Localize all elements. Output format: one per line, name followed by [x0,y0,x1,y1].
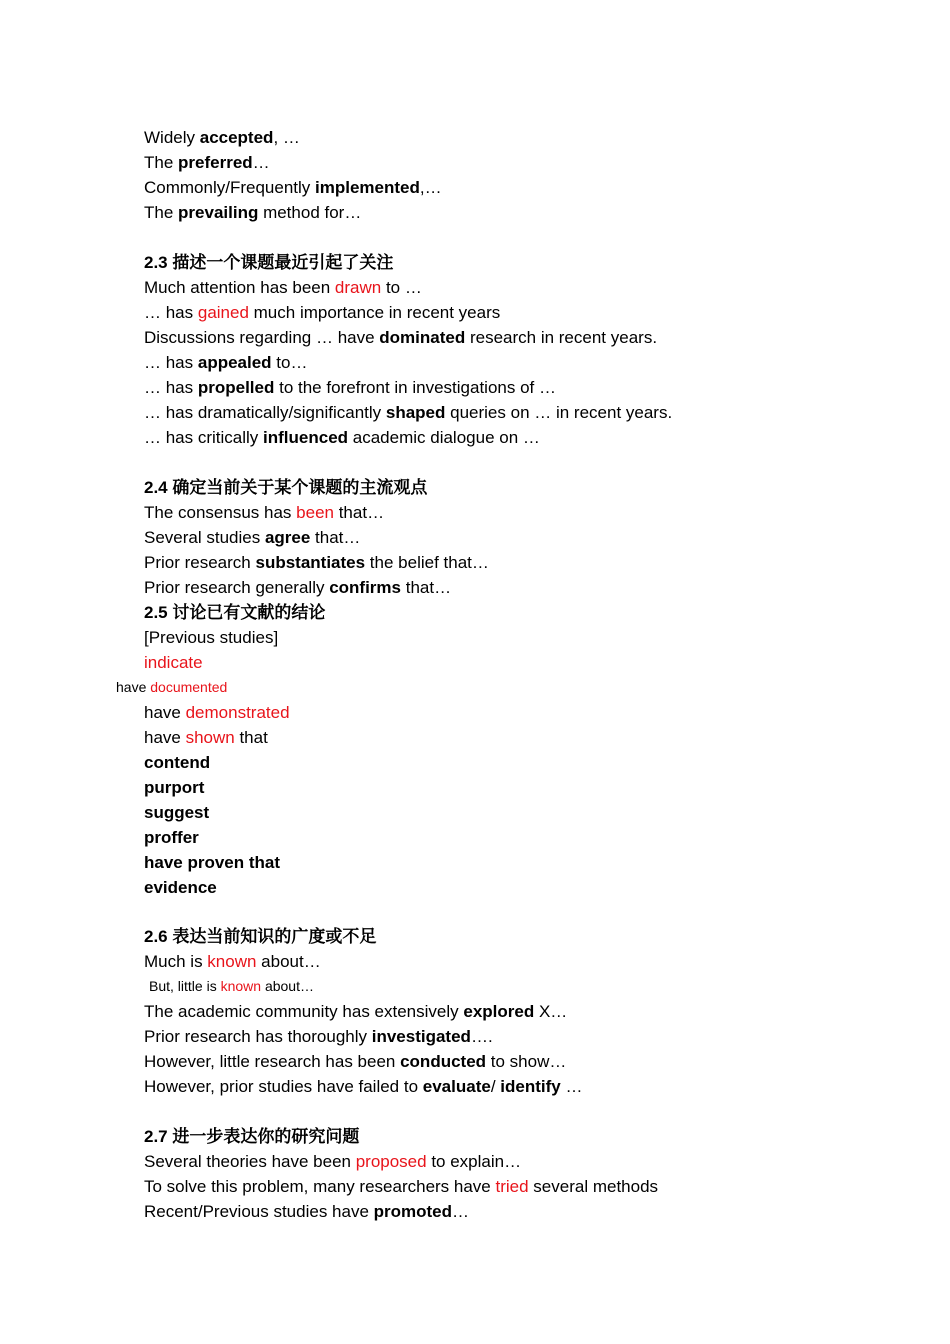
text-segment: The consensus has [144,503,297,522]
text-line [149,975,314,997]
text-segment: Much attention has been [144,278,335,297]
text-segment: … [252,153,270,172]
text-segment: …. [470,1027,493,1046]
text-segment: to explain… [426,1152,522,1171]
text-segment: have [144,728,186,747]
text-segment: ,… [419,178,442,197]
highlighted-word: known [220,978,262,994]
text-line [144,1076,582,1098]
bold-word: influenced [263,428,349,447]
text-line [144,352,307,374]
bold-word: purport [144,778,205,797]
bold-word: conducted [400,1052,487,1071]
text-segment: [Previous studies] [144,628,279,647]
bold-word: preferred [178,153,253,172]
text-segment: about… [261,978,314,994]
text-segment: the belief that… [365,553,489,572]
bold-word: 2.7 进一步表达你的研究问题 [144,1127,360,1146]
text-segment: Several studies [144,528,265,547]
section-heading [144,926,376,948]
text-line [144,1051,566,1073]
text-segment: … has [144,303,198,322]
text-segment: Several theories have been [144,1152,356,1171]
highlighted-word: known [207,952,257,971]
bold-word: prevailing [178,203,259,222]
text-segment: The academic community has extensively [144,1002,464,1021]
bold-word: identify [500,1077,561,1096]
text-segment: several methods [528,1177,659,1196]
text-segment: … has critically [144,428,264,447]
highlighted-word: proposed [355,1152,427,1171]
text-segment: Prior research has thoroughly [144,1027,372,1046]
text-line [144,627,278,649]
bold-word: 2.4 确定当前关于某个课题的主流观点 [144,478,428,497]
text-segment: … has dramatically/significantly [144,403,386,422]
text-line [116,676,227,698]
text-segment: Prior research generally [144,578,330,597]
text-line [144,402,672,424]
text-segment: … [452,1202,470,1221]
text-line [144,502,384,524]
bold-word: promoted [373,1202,453,1221]
text-segment: about… [256,952,321,971]
text-line [144,652,203,674]
text-segment: academic dialogue on … [348,428,540,447]
text-line [144,527,360,549]
text-line [144,802,209,824]
text-segment: X… [534,1002,568,1021]
text-line [144,127,300,149]
text-line [144,827,199,849]
text-segment: have [144,703,186,722]
bold-word: proffer [144,828,199,847]
text-line [144,877,217,899]
highlighted-word: demonstrated [185,703,290,722]
bold-word: confirms [329,578,401,597]
highlighted-word: drawn [334,278,382,297]
bold-word: 2.5 讨论已有文献的结论 [144,603,326,622]
text-line [144,852,280,874]
text-segment: Commonly/Frequently [144,178,316,197]
text-segment: much importance in recent years [248,303,501,322]
bold-word: appealed [197,353,272,372]
text-line [144,377,556,399]
text-segment: Recent/Previous studies have [144,1202,374,1221]
bold-word: investigated [371,1027,471,1046]
text-line [144,277,422,299]
bold-word: contend [144,753,211,772]
text-line [144,752,210,774]
bold-word: have proven that [144,853,281,872]
text-segment: / [490,1077,501,1096]
highlighted-word: shown [185,728,235,747]
text-segment: , … [273,128,300,147]
section-heading [144,477,427,499]
text-segment: that… [310,528,361,547]
text-segment: have [116,679,151,695]
bold-word: explored [463,1002,535,1021]
bold-word: substantiates [255,553,366,572]
text-segment: Prior research [144,553,256,572]
text-line [144,327,657,349]
text-segment: to show… [486,1052,567,1071]
text-segment: The [144,153,179,172]
bold-word: shaped [385,403,446,422]
text-segment: to … [381,278,422,297]
bold-word: suggest [144,803,210,822]
text-line [144,427,540,449]
text-line [144,552,489,574]
text-line [144,1026,493,1048]
text-segment: … [560,1077,583,1096]
bold-word: implemented [315,178,420,197]
text-segment: The [144,203,179,222]
text-segment: To solve this problem, many researchers have [144,1177,496,1196]
bold-word: accepted [199,128,274,147]
text-segment: But, little is [149,978,221,994]
section-heading [144,602,325,624]
text-line [144,727,268,749]
highlighted-word: indicate [144,653,203,672]
bold-word: dominated [379,328,466,347]
text-segment: that… [333,503,385,522]
text-line [144,1176,658,1198]
highlighted-word: tried [495,1177,529,1196]
bold-word: propelled [197,378,275,397]
text-segment: that [234,728,268,747]
bold-word: agree [264,528,311,547]
text-segment: Much is [144,952,208,971]
bold-word: 2.6 表达当前知识的广度或不足 [144,927,377,946]
text-line [144,177,442,199]
text-segment: However, little research has been [144,1052,401,1071]
text-segment: method for… [258,203,362,222]
text-line [144,577,451,599]
bold-word: evidence [144,878,217,897]
text-line [144,951,321,973]
text-segment: to… [271,353,308,372]
text-segment: research in recent years. [465,328,658,347]
text-segment: … has [144,353,198,372]
text-line [144,777,204,799]
text-segment: that… [401,578,452,597]
text-segment: However, prior studies have failed to [144,1077,423,1096]
text-segment: Widely [144,128,200,147]
text-segment: … has [144,378,198,397]
text-line [144,1001,567,1023]
section-heading [144,1126,359,1148]
highlighted-word: documented [150,679,228,695]
text-line [144,1201,469,1223]
text-segment: queries on … in recent years. [445,403,673,422]
bold-word: 2.3 描述一个课题最近引起了关注 [144,253,394,272]
highlighted-word: gained [197,303,249,322]
text-line [144,702,290,724]
text-line [144,302,500,324]
text-line [144,202,361,224]
text-line [144,152,270,174]
text-segment: to the forefront in investigations of … [274,378,556,397]
bold-word: evaluate [422,1077,491,1096]
text-segment: Discussions regarding … have [144,328,380,347]
section-heading [144,252,393,274]
highlighted-word: been [296,503,334,522]
text-line [144,1151,521,1173]
